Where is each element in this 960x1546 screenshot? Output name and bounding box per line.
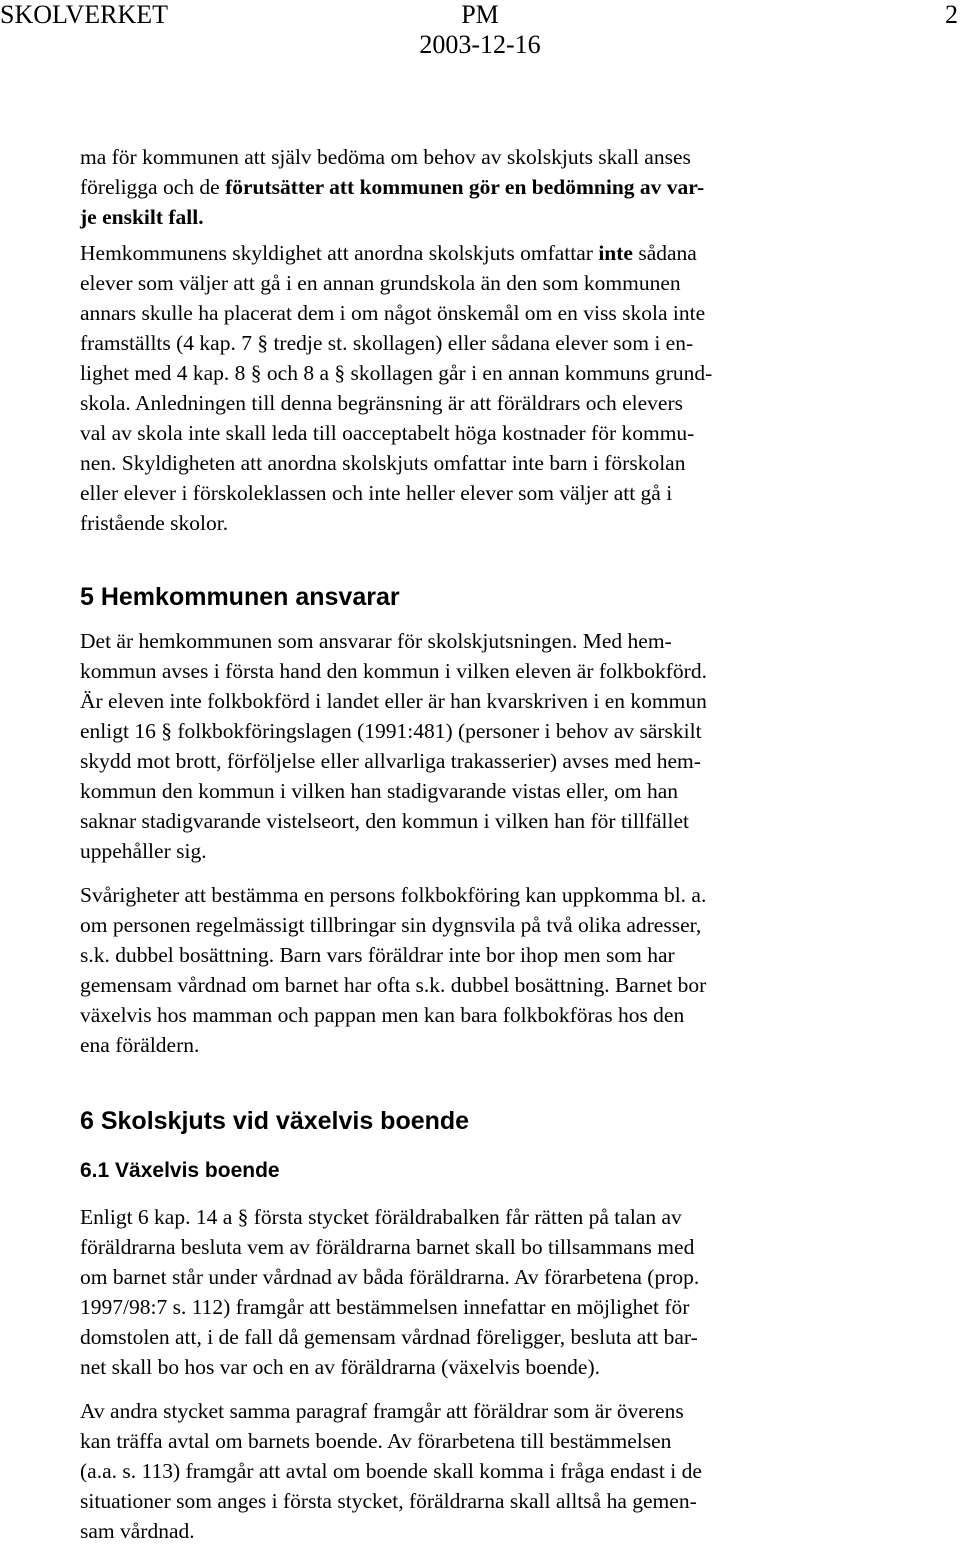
text-line: Hemkommunens skyldighet att anordna skolskjuts omfattar inte sådana xyxy=(80,241,697,265)
text-line: uppehåller sig. xyxy=(80,839,207,863)
header-date: 2003-12-16 xyxy=(419,30,541,59)
paragraph-section5-1 xyxy=(80,626,840,866)
text-line: skydd mot brott, förföljelse eller allvarliga trakasserier) avses med hem- xyxy=(80,749,701,773)
text-line: Av andra stycket samma paragraf framgår att föräldrar som är överens xyxy=(80,1399,684,1423)
text-line: s.k. dubbel bosättning. Barn vars föräldrar inte bor ihop men som har xyxy=(80,943,675,967)
text-line: kommun den kommun i vilken han stadigvarande vistas eller, om han xyxy=(80,779,679,803)
text-line: gemensam vårdnad om barnet har ofta s.k. dubbel bosättning. Barnet bor xyxy=(80,973,707,997)
text-line: 1997/98:7 s. 112) framgår att bestämmelsen innefattar en möjlighet för xyxy=(80,1295,690,1319)
text-line: domstolen att, i de fall då gemensam vårdnad föreligger, besluta att bar- xyxy=(80,1325,698,1349)
intro-paragraph xyxy=(80,142,840,232)
header-author: PM xyxy=(461,0,499,29)
page-header xyxy=(0,0,960,60)
paragraph-section6-2 xyxy=(80,1396,840,1546)
header-organization: SKOLVERKET xyxy=(0,0,169,29)
text-line: sam vårdnad. xyxy=(80,1519,195,1543)
page-number: 2 xyxy=(945,0,958,29)
paragraph-section5-2 xyxy=(80,880,840,1060)
text-line: om barnet står under vårdnad av båda föräldrarna. Av förarbetena (prop. xyxy=(80,1265,700,1289)
text-line: växelvis hos mamman och pappan men kan bara folkbokföras hos den xyxy=(80,1003,685,1027)
text-line: ma för kommunen att själv bedöma om behov av skolskjuts skall anses xyxy=(80,145,691,169)
emphasis-text: je enskilt fall. xyxy=(80,205,204,229)
text-line: enligt 16 § folkbokföringslagen (1991:481) (personer i behov av särskilt xyxy=(80,719,702,743)
emphasis-text: förutsätter att kommunen gör en bedömning av var- xyxy=(225,175,705,199)
text-line: fristående skolor. xyxy=(80,511,229,535)
paragraph-section6-1 xyxy=(80,1202,840,1382)
subsection-heading-6-1: 6.1 Växelvis boende xyxy=(80,1159,280,1182)
document-body xyxy=(80,142,840,1546)
text-line: framställts (4 kap. 7 § tredje st. skollagen) eller sådana elever som i en- xyxy=(80,331,694,355)
text-line: eller elever i förskoleklassen och inte heller elever som väljer att gå i xyxy=(80,481,673,505)
text-line: kan träffa avtal om barnets boende. Av förarbetena till bestämmelsen xyxy=(80,1429,672,1453)
text-line: nen. Skyldigheten att anordna skolskjuts omfattar inte barn i förskolan xyxy=(80,451,686,475)
text-line: Svårigheter att bestämma en persons folkbokföring kan uppkomma bl. a. xyxy=(80,883,707,907)
section-heading-6: 6 Skolskjuts vid växelvis boende xyxy=(80,1107,470,1135)
text-line: net skall bo hos var och en av föräldrarna (växelvis boende). xyxy=(80,1355,600,1379)
text-line: ena föräldern. xyxy=(80,1033,200,1057)
text-line: Är eleven inte folkbokförd i landet eller är han kvarskriven i en kommun xyxy=(80,689,707,713)
text-line: elever som väljer att gå i en annan grundskola än den som kommunen xyxy=(80,271,681,295)
text-line: Det är hemkommunen som ansvarar för skolskjutsningen. Med hem- xyxy=(80,629,672,653)
section-heading-5: 5 Hemkommunen ansvarar xyxy=(80,583,400,611)
text-line: om personen regelmässigt tillbringar sin dygnsvila på två olika adresser, xyxy=(80,913,702,937)
emphasis-text: inte xyxy=(598,241,633,265)
text-line: (a.a. s. 113) framgår att avtal om boende skall komma i fråga endast i de xyxy=(80,1459,702,1483)
text-line: situationer som anges i första stycket, föräldrarna skall alltså ha gemen- xyxy=(80,1489,697,1513)
text-line: föreligga och de förutsätter att kommunen gör en bedömning av var- xyxy=(80,175,705,199)
text-line: annars skulle ha placerat dem i om något önskemål om en viss skola inte xyxy=(80,301,706,325)
text-line: val av skola inte skall leda till oacceptabelt höga kostnader för kommu- xyxy=(80,421,695,445)
text-line: skola. Anledningen till denna begränsning är att föräldrars och elevers xyxy=(80,391,683,415)
text-line xyxy=(80,202,840,232)
header-center xyxy=(0,0,960,60)
text-line: föräldrarna besluta vem av föräldrarna barnet skall bo tillsammans med xyxy=(80,1235,695,1259)
text-line: lighet med 4 kap. 8 § och 8 a § skollagen går i en annan kommuns grund- xyxy=(80,361,713,385)
text-line: saknar stadigvarande vistelseort, den kommun i vilken han för tillfället xyxy=(80,809,690,833)
text-line: kommun avses i första hand den kommun i vilken eleven är folkbokförd. xyxy=(80,659,707,683)
paragraph-hemkommun-skyldighet xyxy=(80,238,840,538)
text-line: Enligt 6 kap. 14 a § första stycket föräldrabalken får rätten på talan av xyxy=(80,1205,682,1229)
